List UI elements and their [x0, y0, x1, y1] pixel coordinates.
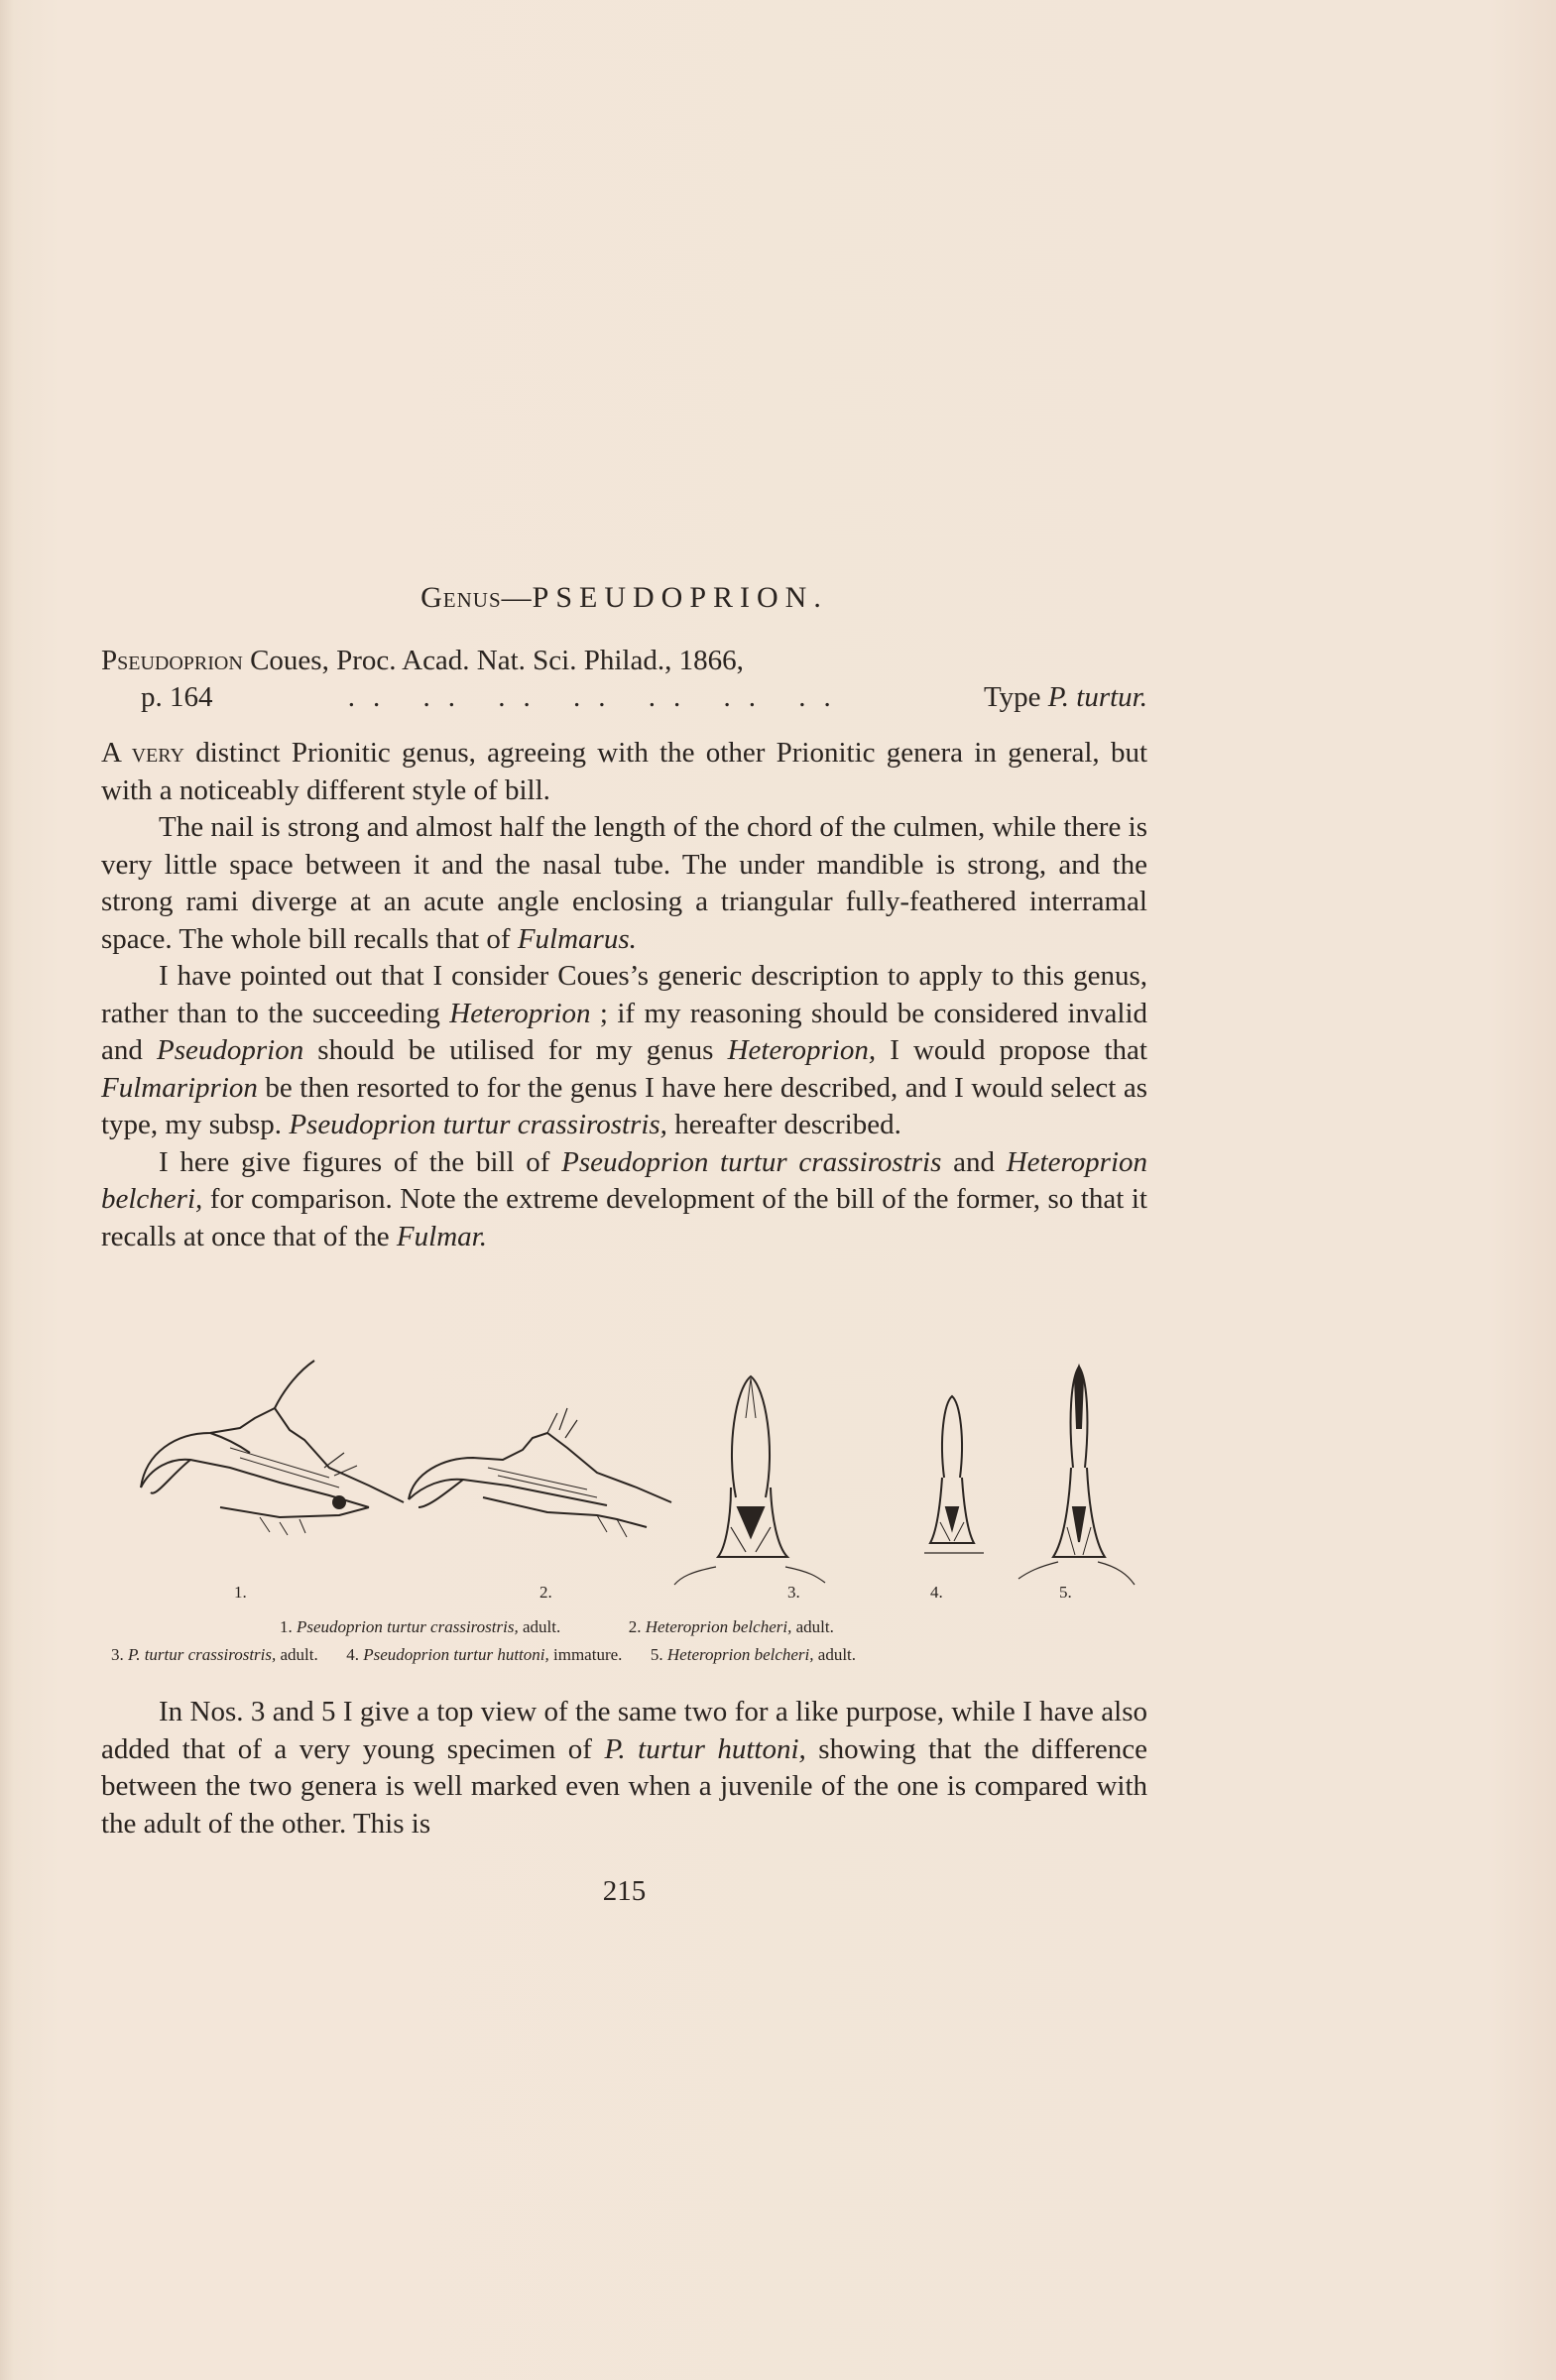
caption-age: adult.: [276, 1645, 318, 1664]
italic-run: Heteroprion belcheri,: [101, 1145, 1147, 1215]
text-run: I here give figures of the bill of: [159, 1145, 562, 1178]
caption-species: Pseudoprion turtur huttoni,: [363, 1645, 549, 1664]
text-run: showing that the difference between the two genera is well marked even when a juvenile of the one is compared with the adult of the other. This is: [101, 1732, 1147, 1840]
small-caps-run: very: [131, 737, 184, 769]
figure-number-4: 4.: [930, 1583, 943, 1602]
italic-run: P. turtur huttoni,: [604, 1732, 806, 1765]
caption-species: P. turtur crassirostris,: [128, 1645, 277, 1664]
page-number: 215: [602, 1875, 647, 1907]
text-run: be then resorted to for the genus I have here described, and I would select as type, my subsp.: [101, 1071, 1147, 1140]
bill-top-view-4: [924, 1396, 984, 1553]
caption-number: 1.: [280, 1617, 297, 1636]
caption-number: 3.: [111, 1645, 128, 1664]
genus-reference: [101, 643, 1147, 716]
figure-caption-line-1: [171, 1617, 1113, 1637]
paragraph-2: [101, 809, 1147, 958]
caption-number: 2.: [628, 1617, 646, 1636]
italic-run: Fulmarus.: [517, 922, 637, 955]
genus-label: Genus: [420, 581, 502, 614]
caption-species: Heteroprion belcheri,: [645, 1617, 792, 1636]
caption-age: immature.: [548, 1645, 623, 1664]
text-run: hereafter described.: [666, 1109, 901, 1140]
caption-number: 5.: [650, 1645, 667, 1664]
italic-run: Heteroprion,: [727, 1034, 877, 1066]
italic-run: Fulmariprion: [101, 1071, 258, 1104]
text-run: for comparison. Note the extreme development of the bill of the former, so that it recalls at once that of the: [101, 1183, 1147, 1252]
text-run: I would propose that: [876, 1034, 1147, 1066]
bill-top-view-3: [674, 1376, 825, 1585]
figure-number-1: 1.: [234, 1583, 247, 1602]
figure-caption-line-2: [111, 1645, 1147, 1665]
reference-citation: Coues, Proc. Acad. Nat. Sci. Philad., 1866,: [242, 645, 744, 676]
text-run: distinct Prionitic genus, agreeing with the other Prionitic genera in general, but with a noticeably different style of bill.: [101, 737, 1147, 806]
italic-run: Heteroprion: [449, 997, 591, 1029]
caption-species: Pseudoprion turtur crassirostris,: [297, 1617, 519, 1636]
reference-name: Pseudoprion: [101, 645, 243, 676]
body-text: [101, 735, 1147, 1255]
type-label: Type: [983, 681, 1048, 713]
bill-top-view-5: [1018, 1367, 1135, 1585]
italic-run: Pseudoprion turtur crassirostris,: [289, 1109, 667, 1140]
text-run: In Nos. 3 and 5 I give a top view of the same two for a like purpose, while I have also added that of a very young specimen of: [101, 1696, 1147, 1765]
genus-heading: [101, 581, 1147, 615]
type-designation: [984, 679, 1147, 716]
body-text-continued: [101, 1694, 1147, 1843]
italic-run: Pseudoprion turtur crassirostris: [561, 1145, 942, 1178]
paragraph-4: [101, 1144, 1147, 1256]
text-run: ; if my reasoning should be considered invalid and: [101, 997, 1148, 1066]
bill-side-view-2: [409, 1408, 671, 1537]
heading-dash: —: [501, 581, 533, 614]
paragraph-3: [101, 958, 1147, 1144]
leader-dots: .. .. .. .. .. .. ..: [347, 681, 849, 713]
caption-age: adult.: [813, 1645, 857, 1664]
bill-side-view-1: [141, 1361, 404, 1535]
text-run: A: [101, 737, 132, 769]
genus-name: PSEUDOPRION.: [532, 581, 828, 614]
caption-species: Heteroprion belcheri,: [666, 1645, 814, 1664]
caption-age: adult.: [791, 1617, 834, 1636]
figure-number-3: 3.: [787, 1583, 800, 1602]
paragraph-1: [101, 735, 1147, 809]
figure-number-2: 2.: [539, 1583, 552, 1602]
paragraph-5: [101, 1694, 1147, 1843]
figure-number-5: 5.: [1059, 1583, 1072, 1602]
caption-age: adult.: [518, 1617, 561, 1636]
text-run: should be utilised for my genus: [303, 1034, 728, 1066]
text-run: The nail is strong and almost half the length of the chord of the culmen, while there is very little space between it and the nasal tube. The under mandible is strong, and the strong rami diverge at an acute angle enclosing a triangular fully-feathered interramal space. The whole bill recalls that of: [101, 811, 1147, 955]
italic-run: Pseudoprion: [156, 1034, 304, 1066]
text-run: and: [941, 1145, 1007, 1178]
bill-figures: [131, 1359, 1152, 1597]
reference-page: p. 164: [141, 681, 213, 713]
italic-run: Fulmar.: [396, 1220, 487, 1252]
caption-number: 4.: [346, 1645, 364, 1664]
type-species: P. turtur.: [1047, 681, 1147, 713]
text-run: I have pointed out that I consider Coues’s generic description to apply to this genus, rather than to the succeeding: [101, 960, 1147, 1029]
